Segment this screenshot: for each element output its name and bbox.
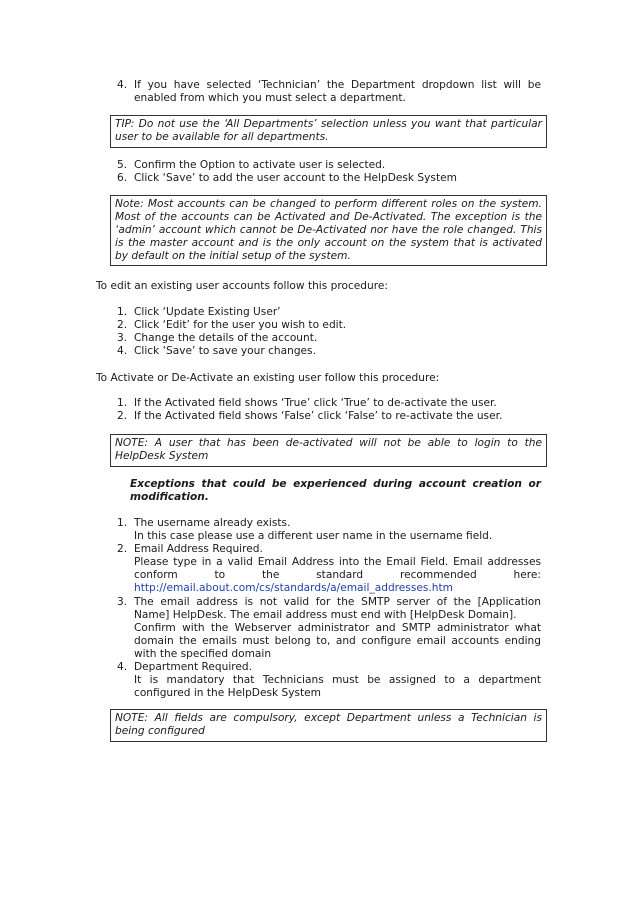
note-line: NOTE: All fields are compulsory, except Department unless a Technician is — [115, 712, 542, 724]
note-line: NOTE: A user that has been de-activated will not be able to login to the — [115, 437, 542, 449]
tip-line: user to be available for all departments. — [115, 131, 329, 143]
list-item: Click ‘Edit’ for the user you wish to edit. — [134, 319, 347, 331]
list-item-line: domain the emails must belong to, and configure email accounts ending — [134, 635, 541, 647]
list-number: 1. — [117, 306, 128, 318]
list-item-line: Confirm with the Webserver administrator and SMTP administrator what — [134, 622, 541, 634]
list-item-line: Email Address Required. — [134, 543, 263, 555]
list-item — [134, 517, 541, 543]
section-heading — [130, 478, 541, 504]
list-item — [134, 661, 541, 700]
list-item-line: enabled from which you must select a department. — [134, 92, 406, 104]
note-box — [110, 434, 547, 467]
list-item-line: configured in the HelpDesk System — [134, 687, 321, 699]
list-item-line: In this case please use a different user name in the username field. — [134, 530, 493, 542]
list-item — [134, 596, 541, 661]
list-item-line: Please type in a valid Email Address into the Email Field. Email addresses — [134, 556, 541, 568]
note-line: ‘admin’ account which cannot be De-Activated nor have the role changed. This — [115, 224, 542, 236]
list-item — [134, 79, 541, 105]
list-number: 3. — [117, 596, 128, 608]
heading-line: Exceptions that could be experienced during account creation or — [130, 478, 541, 490]
list-item: Click ‘Save’ to add the user account to the HelpDesk System — [134, 172, 457, 184]
list-item-line: If you have selected ‘Technician’ the Department dropdown list will be — [134, 79, 541, 91]
paragraph: To Activate or De-Activate an existing user follow this procedure: — [96, 372, 440, 384]
list-number: 3. — [117, 332, 128, 344]
note-line: HelpDesk System — [115, 450, 209, 462]
list-item: Change the details of the account. — [134, 332, 318, 344]
tip-line: TIP: Do not use the ‘All Departments’ selection unless you want that particular — [115, 118, 542, 130]
paragraph: To edit an existing user accounts follow this procedure: — [96, 280, 388, 292]
list-number: 6. — [117, 172, 128, 184]
note-line: is the master account and is the only account on the system that is activated — [115, 237, 542, 249]
list-item: If the Activated field shows ‘True’ click ‘True’ to de-activate the user. — [134, 397, 497, 409]
list-item: Confirm the Option to activate user is selected. — [134, 159, 386, 171]
list-number: 4. — [117, 79, 128, 91]
list-number: 4. — [117, 345, 128, 357]
tip-box — [110, 115, 547, 148]
list-item-line: It is mandatory that Technicians must be assigned to a department — [134, 674, 541, 686]
list-number: 1. — [117, 397, 128, 409]
note-box — [110, 195, 547, 266]
list-number: 2. — [117, 543, 128, 555]
list-item: If the Activated field shows ‘False’ click ‘False’ to re-activate the user. — [134, 410, 503, 422]
list-number: 2. — [117, 319, 128, 331]
list-item-line: Department Required. — [134, 661, 252, 673]
list-item: Click ‘Update Existing User’ — [134, 306, 281, 318]
note-line: Most of the accounts can be Activated and De-Activated. The exception is the — [115, 211, 542, 223]
heading-line: modification. — [130, 491, 209, 503]
list-item-line: The email address is not valid for the SMTP server of the [Application — [134, 596, 541, 608]
list-item-line: with the specified domain — [134, 648, 272, 660]
note-line: Note: Most accounts can be changed to perform different roles on the system. — [115, 198, 542, 210]
list-number: 2. — [117, 410, 128, 422]
note-line: by default on the initial setup of the system. — [115, 250, 351, 262]
email-standards-link[interactable]: http://email.about.com/cs/standards/a/email_addresses.htm — [134, 582, 453, 594]
list-number: 4. — [117, 661, 128, 673]
list-item-line: The username already exists. — [134, 517, 291, 529]
note-box — [110, 709, 547, 742]
list-number: 1. — [117, 517, 128, 529]
list-item-line: conform to the standard recommended here: — [134, 569, 541, 581]
note-line: being configured — [115, 725, 205, 737]
list-item — [134, 543, 541, 595]
list-number: 5. — [117, 159, 128, 171]
list-item-line: Name] HelpDesk. The email address must end with [HelpDesk Domain]. — [134, 609, 517, 621]
list-item: Click ‘Save’ to save your changes. — [134, 345, 316, 357]
